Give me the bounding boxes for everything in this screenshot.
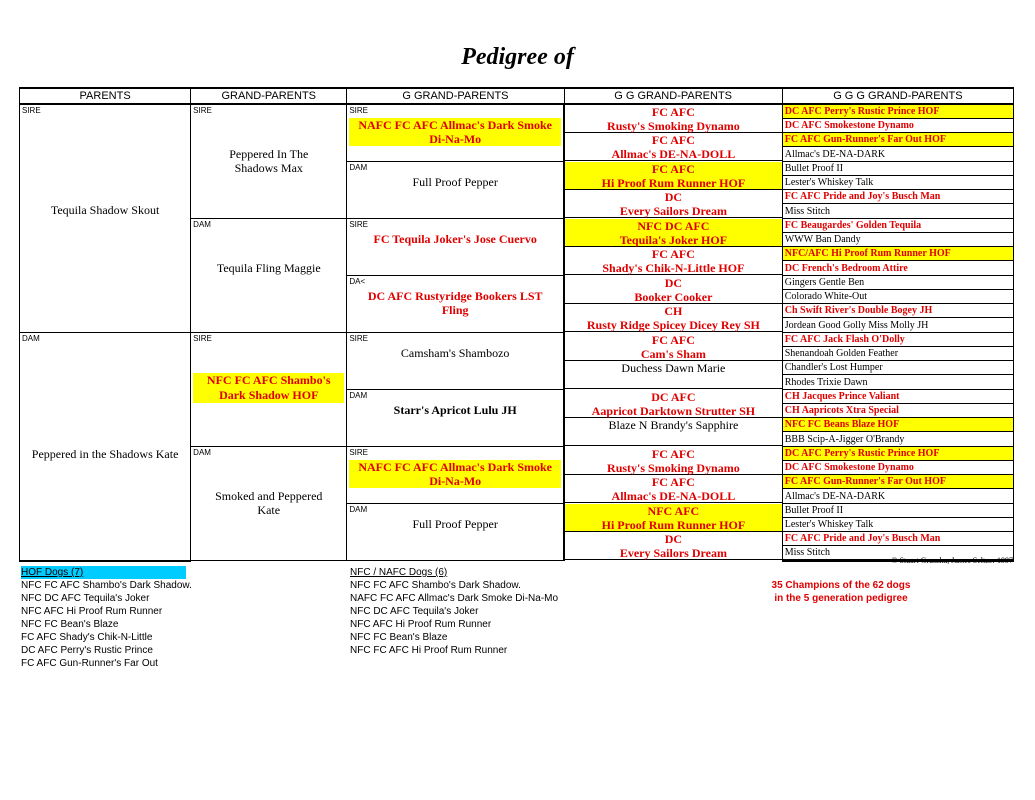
dog-name: Blaze N Brandy's Sapphire <box>608 417 739 432</box>
ggg-grandparent-cell <box>782 532 1013 546</box>
column-header: PARENTS <box>20 88 191 104</box>
ggg-grandparent-cell <box>782 347 1013 361</box>
dog-name: Rhodes Trixie Dawn <box>784 376 868 388</box>
grandparent-cell <box>191 219 347 333</box>
dog-name: Tequila Shadow Skout <box>50 203 160 217</box>
dog-name: Every Sailors Dream <box>619 203 727 218</box>
dog-name: FC Beaugardes' Golden Tequila <box>784 219 922 231</box>
ggg-grandparent-cell <box>782 333 1013 347</box>
role-label: DAM <box>22 334 40 343</box>
ggg-grandparent-cell <box>782 390 1013 404</box>
dog-name: FC AFC Gun-Runner's Far Out HOF <box>784 134 946 145</box>
gg-grandparent-cell <box>564 447 782 475</box>
dog-name: FC AFC <box>651 474 695 489</box>
dog-name: FC AFC <box>651 246 695 261</box>
dog-name: Peppered In The Shadows Max <box>229 147 309 175</box>
role-label: SIRE <box>349 334 368 343</box>
gg-grandparent-cell <box>564 304 782 333</box>
great-grandparent-cell <box>347 447 564 504</box>
dog-name: Colorado White-Out <box>784 290 868 302</box>
role-label: DAM <box>193 220 211 229</box>
gg-grandparent-cell <box>564 532 782 561</box>
champions-line2: in the 5 generation pedigree <box>774 593 908 604</box>
dog-name: FC Tequila Joker's Jose Cuervo <box>373 232 537 246</box>
nfc-list-item: NFC DC AFC Tequila's Joker <box>350 606 479 617</box>
dog-name: Duchess Dawn Marie <box>621 360 726 375</box>
dog-name: Peppered in the Shadows Kate <box>31 447 179 461</box>
ggg-grandparent-cell <box>782 190 1013 205</box>
ggg-grandparent-cell <box>782 433 1013 447</box>
dog-name: FC AFC <box>651 332 695 347</box>
column-header: G GRAND-PARENTS <box>347 88 564 104</box>
ggg-grandparent-cell <box>782 376 1013 390</box>
role-label: SIRE <box>349 448 368 457</box>
dog-name: Allmac's DE-NA-DARK <box>784 148 886 160</box>
column-header: G G G GRAND-PARENTS <box>782 88 1013 104</box>
nfc-list-item: NFC FC AFC Shambo's Dark Shadow. <box>350 580 521 591</box>
parent-sire-cell <box>20 104 191 333</box>
dog-name: CH Jacques Prince Valiant <box>784 390 900 402</box>
dog-name: Smoked and Peppered Kate <box>215 489 323 517</box>
dog-name: FC AFC <box>651 446 695 461</box>
ggg-grandparent-cell <box>782 247 1013 262</box>
dog-name: FC AFC <box>651 105 695 119</box>
ggg-grandparent-cell <box>782 162 1013 176</box>
hof-list-item: FC AFC Gun-Runner's Far Out <box>21 658 158 669</box>
nfc-list-item: NFC FC Bean's Blaze <box>350 632 448 643</box>
dog-name: DC AFC <box>651 389 696 404</box>
dog-name: Cam's Sham <box>640 346 706 361</box>
dog-name: Allmac's DE-NA-DARK <box>784 490 886 502</box>
dog-name: Rusty's Smoking Dynamo <box>607 119 740 133</box>
role-label: SIRE <box>193 106 212 115</box>
hof-list-item: DC AFC Perry's Rustic Prince <box>21 645 153 656</box>
dog-name: DC AFC Smokestone Dynamo <box>784 461 914 473</box>
ggg-grandparent-cell <box>782 461 1013 475</box>
ggg-grandparent-cell <box>782 319 1013 333</box>
ggg-grandparent-cell <box>782 447 1013 461</box>
ggg-grandparent-cell <box>782 276 1013 290</box>
dog-name: Shenandoah Golden Feather <box>784 347 899 359</box>
ggg-grandparent-cell <box>782 404 1013 418</box>
dog-name: DC AFC Smokestone Dynamo <box>784 120 914 131</box>
gg-grandparent-cell <box>564 247 782 276</box>
role-label: DA< <box>349 277 366 286</box>
hof-list-item: FC AFC Shady's Chik-N-Little <box>21 632 153 643</box>
gg-grandparent-cell <box>564 190 782 219</box>
champions-note <box>768 579 914 605</box>
gg-grandparent-cell <box>564 475 782 504</box>
dog-name: Jordean Good Golly Miss Molly JH <box>784 319 929 331</box>
dog-name: Miss Stitch <box>784 205 831 217</box>
nfc-list-item: NAFC FC AFC Allmac's Dark Smoke Di-Na-Mo <box>350 593 559 604</box>
ggg-grandparent-cell <box>782 475 1013 490</box>
dog-name: Allmac's DE-NA-DOLL <box>611 147 736 161</box>
role-label: DAM <box>349 391 368 400</box>
ggg-grandparent-cell <box>782 490 1013 504</box>
dog-name: Full Proof Pepper <box>412 175 498 189</box>
dog-name: DC <box>664 189 683 204</box>
dog-name: DC French's Bedroom Attire <box>784 262 908 274</box>
parent-dam-cell <box>20 333 191 561</box>
dog-name: Starr's Apricot Lulu JH <box>393 403 517 417</box>
ggg-grandparent-cell <box>782 518 1013 532</box>
dog-name: FC AFC Pride and Joy's Busch Man <box>784 532 941 544</box>
ggg-grandparent-cell <box>782 504 1013 518</box>
hof-list-item: NFC FC Bean's Blaze <box>21 619 119 630</box>
champions-line1: 35 Champions of the 62 dogs <box>771 580 911 591</box>
column-header: G G GRAND-PARENTS <box>564 88 782 104</box>
great-grandparent-cell <box>347 276 564 333</box>
dog-name: DC <box>664 531 683 546</box>
page-title: Pedigree of <box>461 44 574 70</box>
dog-name: DC <box>664 275 683 290</box>
gg-grandparent-cell <box>564 162 782 190</box>
dog-name: FC AFC Gun-Runner's Far Out HOF <box>784 475 946 487</box>
great-grandparent-cell <box>347 162 564 219</box>
dog-name: FC AFC Jack Flash O'Dolly <box>784 333 905 345</box>
hof-list <box>21 566 192 670</box>
ggg-grandparent-cell <box>782 219 1013 233</box>
dog-name: WWW Ban Dandy <box>784 233 861 245</box>
dog-name: Camsham's Shambozo <box>400 346 510 360</box>
grandparent-cell <box>191 447 347 561</box>
dog-name: NFC FC Beans Blaze HOF <box>784 418 900 430</box>
gg-grandparent-cell <box>564 133 782 162</box>
dog-name: Miss Stitch <box>784 546 831 558</box>
dog-name: Rusty Ridge Spicey Dicey Rey SH <box>586 317 760 332</box>
dog-name: BBB Scip-A-Jigger O'Brandy <box>784 433 905 445</box>
column-header: GRAND-PARENTS <box>191 88 347 104</box>
ggg-grandparent-cell <box>782 262 1013 276</box>
ggg-grandparent-cell <box>782 361 1013 376</box>
dog-name: CH Aapricots Xtra Special <box>784 404 899 416</box>
role-label: SIRE <box>349 220 368 229</box>
dog-name: Booker Cooker <box>634 289 713 304</box>
dog-name: Tequila Fling Maggie <box>216 261 321 275</box>
dog-name: NFC DC AFC <box>637 218 710 233</box>
role-label: SIRE <box>22 106 41 115</box>
ggg-grandparent-cell <box>782 418 1013 433</box>
ggg-grandparent-cell <box>782 205 1013 219</box>
dog-name: Bullet Proof II <box>784 504 844 516</box>
nfc-heading: NFC / NAFC Dogs (6) <box>350 567 448 578</box>
dog-name: Ch Swift River's Double Bogey JH <box>784 304 933 316</box>
gg-grandparent-cell <box>564 504 782 532</box>
ggg-grandparent-cell <box>782 148 1013 162</box>
ggg-grandparent-cell <box>782 290 1013 304</box>
dog-name: Shady's Chik-N-Little HOF <box>602 260 745 275</box>
dog-name: Rusty's Smoking Dynamo <box>607 460 740 475</box>
ggg-grandparent-cell <box>782 304 1013 319</box>
dog-name: NFC FC AFC Shambo's Dark Shadow HOF <box>206 373 331 402</box>
great-grandparent-cell <box>347 390 564 447</box>
copyright: © Stuart Gruszka, James Seltzer 1997 <box>891 556 1013 565</box>
role-label: DAM <box>349 505 368 514</box>
nfc-list <box>350 566 558 657</box>
dog-name: NAFC FC AFC Allmac's Dark Smoke Di-Na-Mo <box>358 460 553 488</box>
gg-grandparent-cell <box>564 390 782 418</box>
dog-name: FC AFC <box>651 161 695 176</box>
ggg-grandparent-cell <box>782 176 1013 190</box>
gg-grandparent-cell <box>564 333 782 361</box>
hof-list-item: NFC AFC Hi Proof Rum Runner <box>21 606 163 617</box>
dog-name: Allmac's DE-NA-DOLL <box>611 488 736 503</box>
dog-name: NFC AFC <box>647 503 700 518</box>
dog-name: Tequila's Joker HOF <box>619 232 728 247</box>
great-grandparent-cell <box>347 219 564 276</box>
dog-name: Full Proof Pepper <box>412 517 498 531</box>
ggg-grandparent-cell <box>782 104 1013 119</box>
hof-list-item: NFC FC AFC Shambo's Dark Shadow. <box>21 580 192 591</box>
great-grandparent-cell <box>347 333 564 390</box>
grandparent-cell <box>191 104 347 219</box>
dog-name: Every Sailors Dream <box>619 545 727 560</box>
dog-name: FC AFC <box>651 133 695 147</box>
hof-heading: HOF Dogs (7) <box>21 566 186 579</box>
ggg-grandparent-cell <box>782 119 1013 133</box>
gg-grandparent-cell <box>564 104 782 133</box>
dog-name: Lester's Whiskey Talk <box>784 518 874 530</box>
dog-name: Gingers Gentle Ben <box>784 276 865 288</box>
dog-name: Lester's Whiskey Talk <box>784 176 874 188</box>
dog-name: DC AFC Perry's Rustic Prince HOF <box>784 447 940 459</box>
dog-name: DC AFC Rustyridge Bookers LST Fling <box>367 289 543 317</box>
hof-list-item: NFC DC AFC Tequila's Joker <box>21 593 150 604</box>
ggg-grandparent-cell <box>782 233 1013 247</box>
dog-name: Aapricot Darktown Strutter SH <box>591 403 756 418</box>
ggg-grandparent-cell <box>782 133 1013 148</box>
great-grandparent-cell <box>347 104 564 162</box>
great-grandparent-cell <box>347 504 564 561</box>
role-label: DAM <box>349 163 368 172</box>
dog-name: NFC/AFC Hi Proof Rum Runner HOF <box>784 247 951 259</box>
dog-name: NAFC FC AFC Allmac's Dark Smoke Di-Na-Mo <box>358 118 553 146</box>
nfc-list-item: NFC FC AFC Hi Proof Rum Runner <box>350 645 508 656</box>
dog-name: Bullet Proof II <box>784 162 844 174</box>
gg-grandparent-cell <box>564 418 782 447</box>
dog-name: Hi Proof Rum Runner HOF <box>601 175 746 190</box>
dog-name: Chandler's Lost Humper <box>784 361 883 373</box>
dog-name: CH <box>664 303 683 318</box>
nfc-list-item: NFC AFC Hi Proof Rum Runner <box>350 619 492 630</box>
role-label: SIRE <box>193 334 212 343</box>
dog-name: DC AFC Perry's Rustic Prince HOF <box>784 106 940 117</box>
gg-grandparent-cell <box>564 219 782 247</box>
gg-grandparent-cell <box>564 361 782 390</box>
dog-name: Hi Proof Rum Runner HOF <box>601 517 746 532</box>
role-label: DAM <box>193 448 211 457</box>
role-label: SIRE <box>349 106 368 115</box>
gg-grandparent-cell <box>564 276 782 304</box>
grandparent-cell <box>191 333 347 447</box>
dog-name: FC AFC Pride and Joy's Busch Man <box>784 190 941 202</box>
